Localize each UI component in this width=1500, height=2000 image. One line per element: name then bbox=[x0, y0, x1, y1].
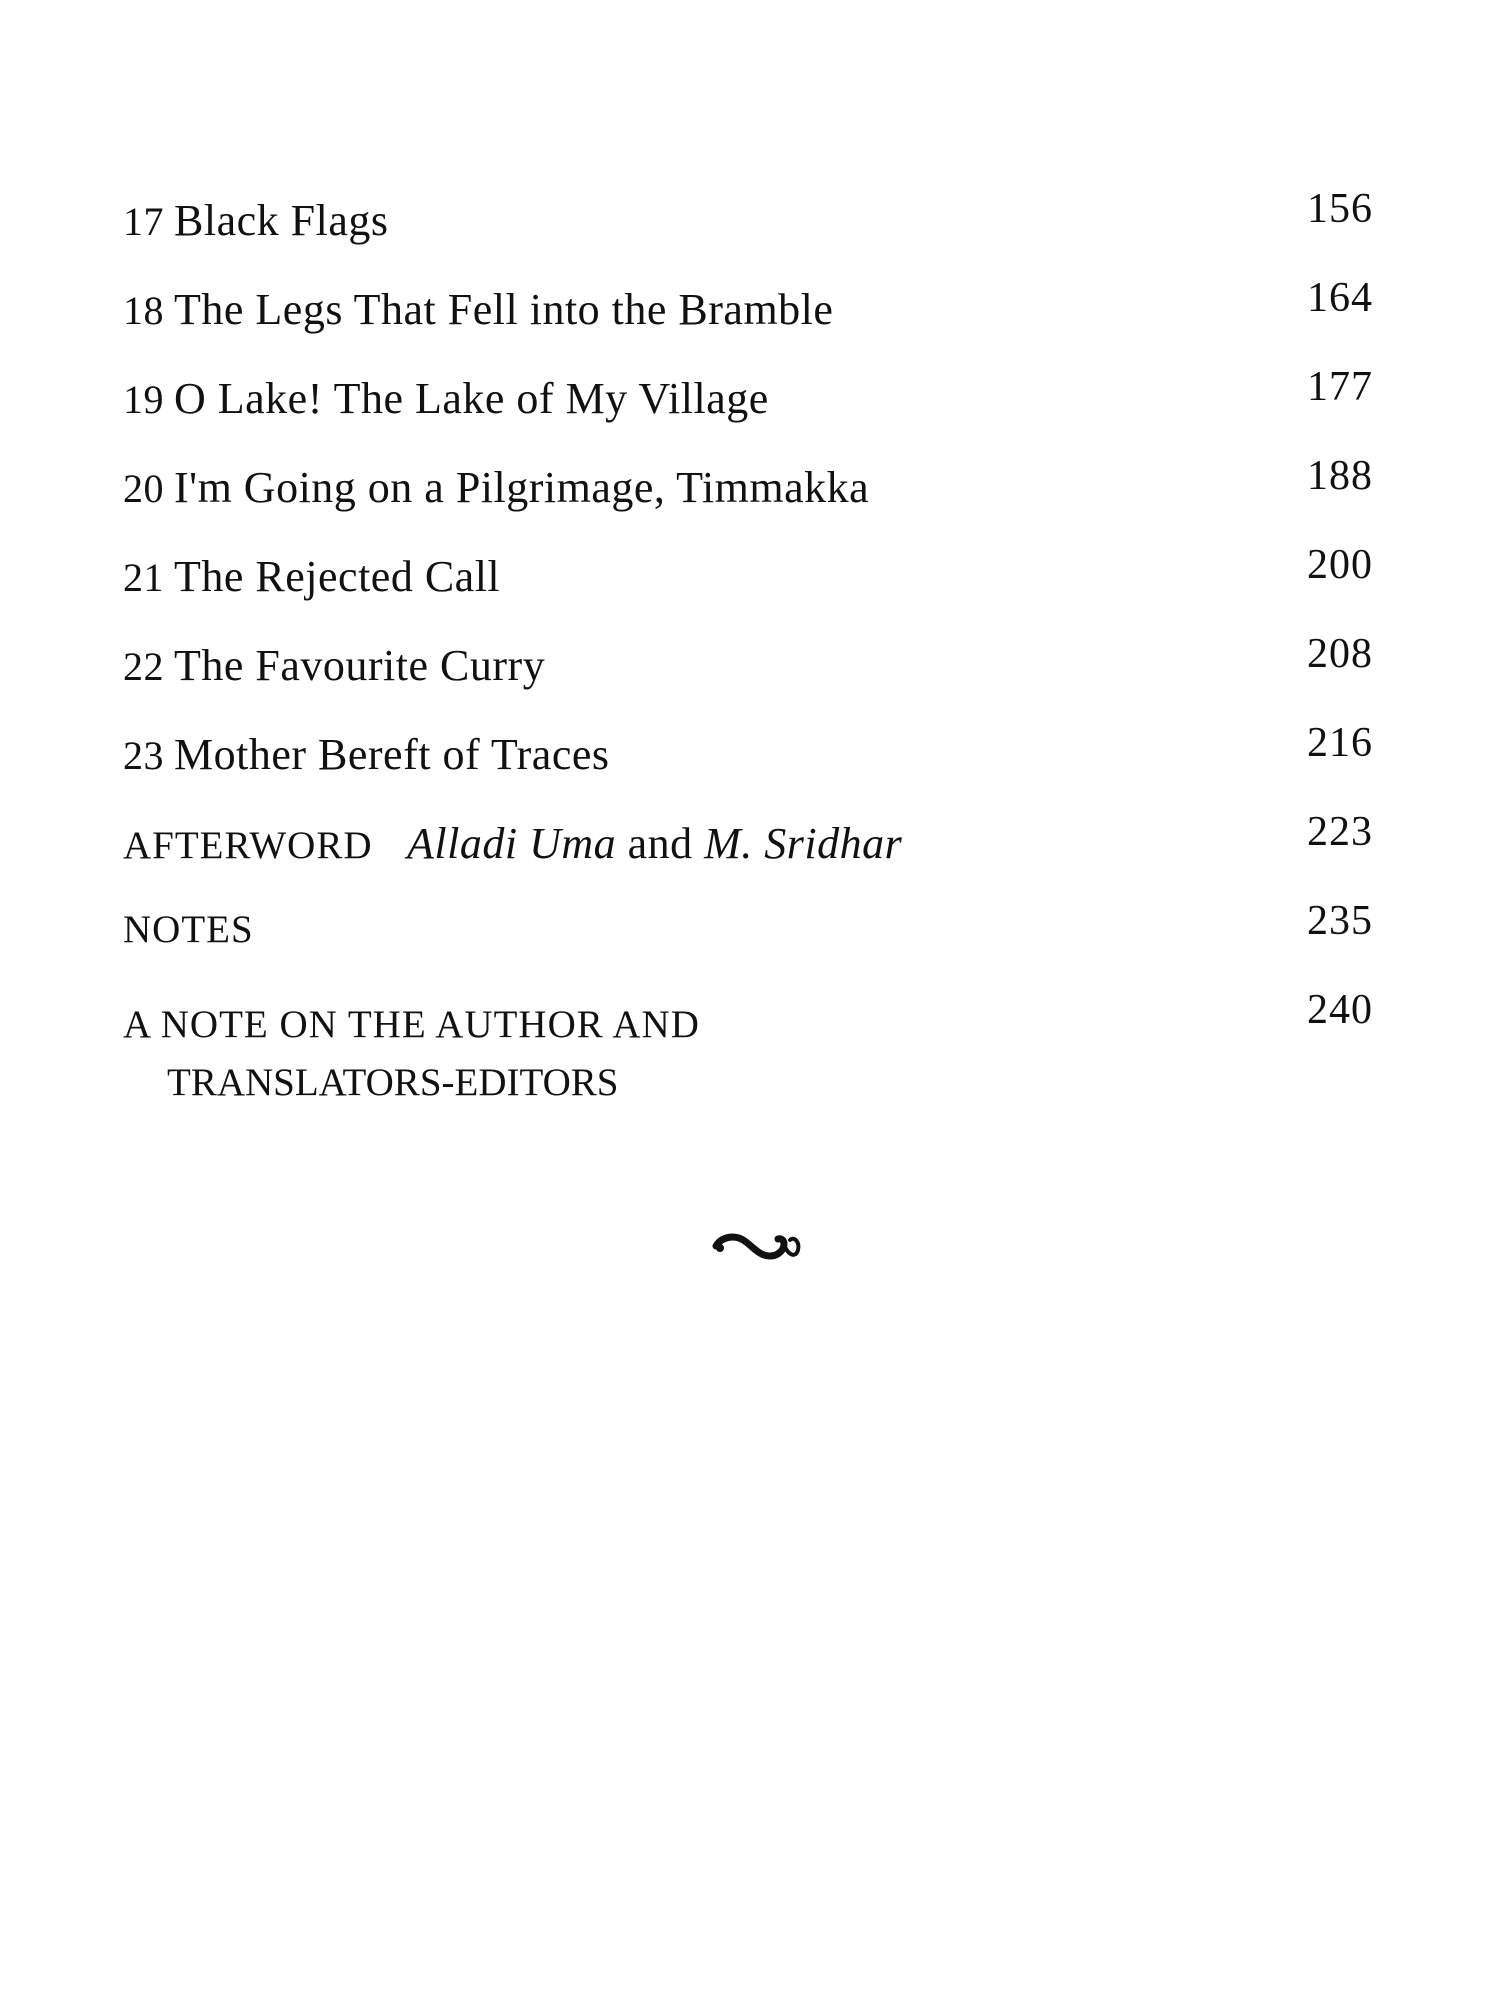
chapter-title: Mother Bereft of Traces bbox=[174, 730, 610, 779]
page-number: 240 bbox=[1307, 987, 1373, 1033]
author-note-line-1: A NOTE ON THE AUTHOR AND bbox=[123, 1003, 700, 1046]
toc-entry-notes[interactable] bbox=[123, 897, 1373, 986]
notes-label: NOTES bbox=[123, 908, 254, 951]
chapter-title: The Legs That Fell into the Bramble bbox=[174, 285, 834, 334]
fleuron-ornament-icon bbox=[712, 1228, 802, 1270]
chapter-number: 17 bbox=[123, 199, 164, 244]
toc-entry-23[interactable] bbox=[123, 719, 1373, 808]
chapter-number: 20 bbox=[123, 466, 164, 511]
toc-entry-afterword[interactable] bbox=[123, 808, 1373, 897]
toc-entry-21[interactable] bbox=[123, 541, 1373, 630]
chapter-title: I'm Going on a Pilgrimage, Timmakka bbox=[174, 463, 870, 512]
page-number: 200 bbox=[1307, 542, 1373, 588]
chapter-title: Black Flags bbox=[174, 196, 389, 245]
author-note-line-2: TRANSLATORS-EDITORS bbox=[167, 1061, 619, 1104]
page-number: 216 bbox=[1307, 720, 1373, 766]
afterword-author-2: M. Sridhar bbox=[704, 819, 903, 868]
toc-entry-17[interactable] bbox=[123, 185, 1373, 274]
chapter-number: 22 bbox=[123, 644, 164, 689]
page-number: 177 bbox=[1307, 364, 1373, 410]
page-number: 156 bbox=[1307, 186, 1373, 232]
chapter-number: 23 bbox=[123, 733, 164, 778]
chapter-number: 19 bbox=[123, 377, 164, 422]
chapter-title: The Rejected Call bbox=[174, 552, 501, 601]
page-number: 208 bbox=[1307, 631, 1373, 677]
page-number: 164 bbox=[1307, 275, 1373, 321]
table-of-contents bbox=[123, 185, 1373, 1116]
toc-entry-22[interactable] bbox=[123, 630, 1373, 719]
afterword-conjunction: and bbox=[627, 819, 693, 868]
page-number: 223 bbox=[1307, 809, 1373, 855]
chapter-number: 18 bbox=[123, 288, 164, 333]
chapter-number: 21 bbox=[123, 555, 164, 600]
chapter-title: The Favourite Curry bbox=[174, 641, 546, 690]
page-number: 188 bbox=[1307, 453, 1373, 499]
toc-entry-18[interactable] bbox=[123, 274, 1373, 363]
afterword-label: AFTERWORD bbox=[123, 824, 373, 867]
toc-entry-author-note[interactable] bbox=[123, 986, 1373, 1116]
toc-entry-20[interactable] bbox=[123, 452, 1373, 541]
afterword-author-1: Alladi Uma bbox=[407, 819, 617, 868]
chapter-title: O Lake! The Lake of My Village bbox=[174, 374, 769, 423]
page-number: 235 bbox=[1307, 898, 1373, 944]
toc-entry-19[interactable] bbox=[123, 363, 1373, 452]
